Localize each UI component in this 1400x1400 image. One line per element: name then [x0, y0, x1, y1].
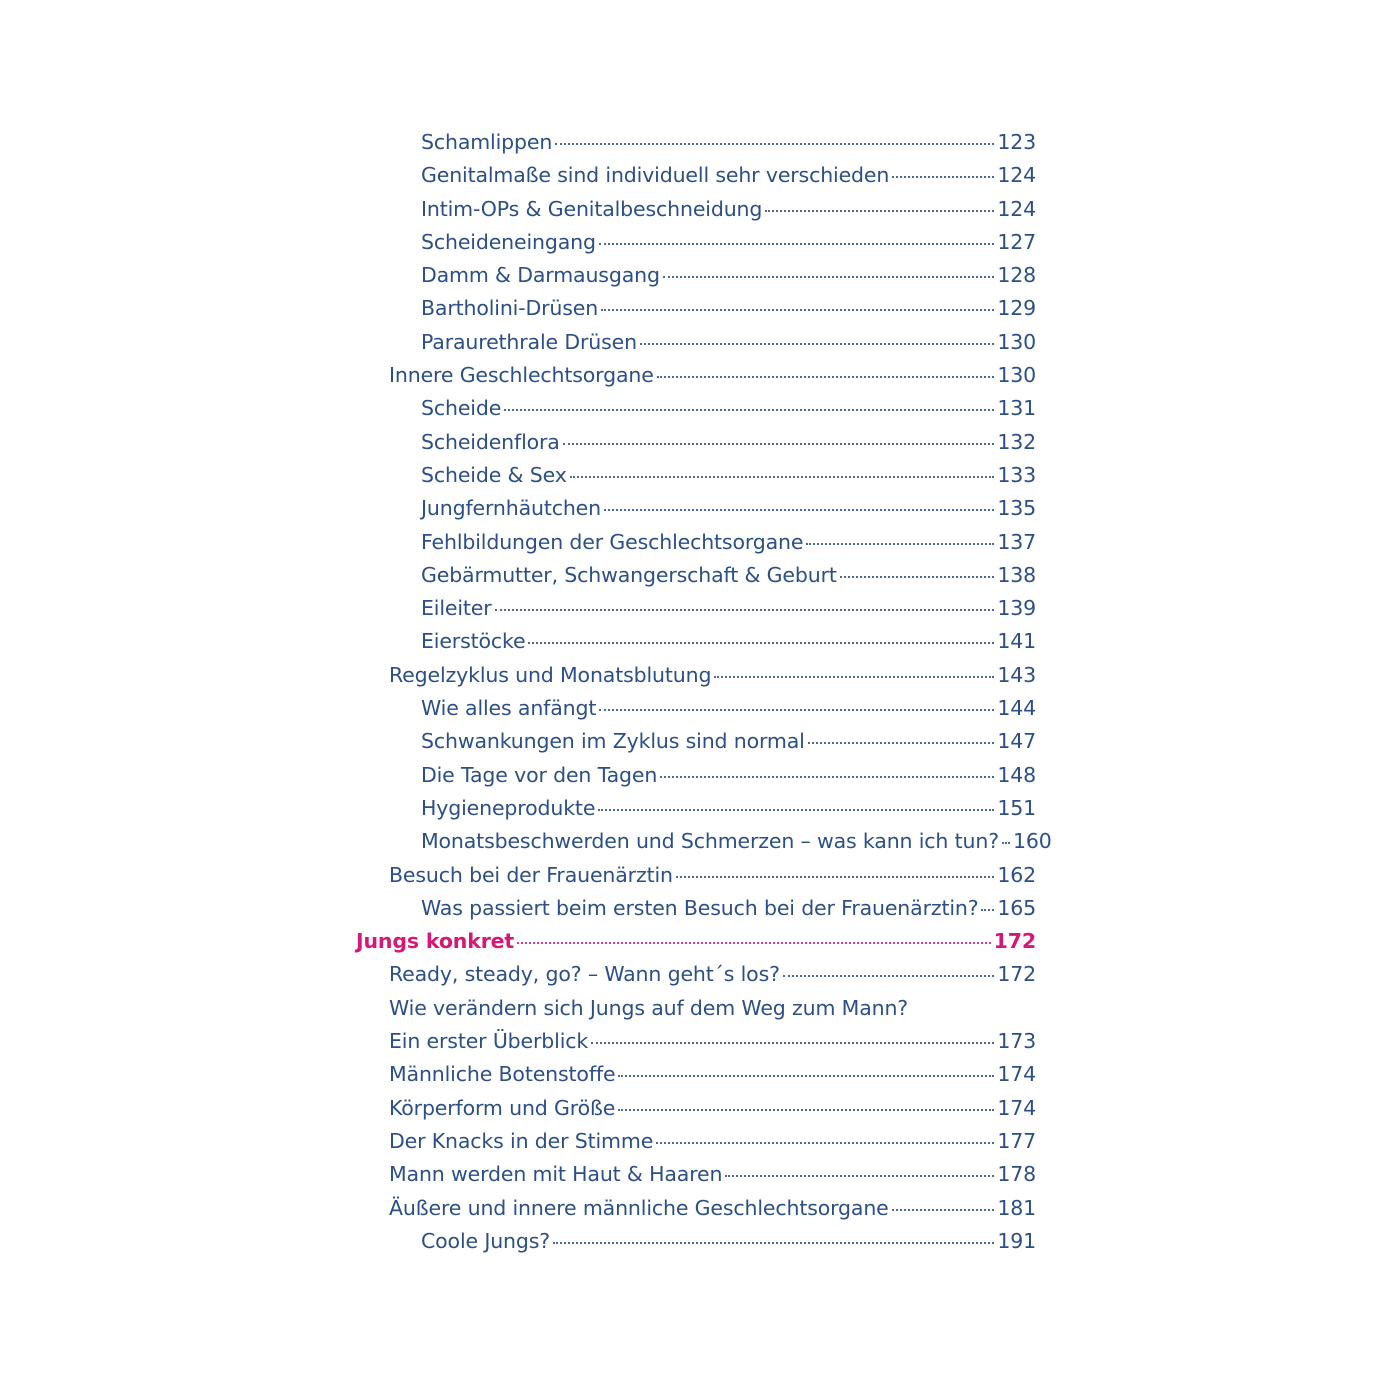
toc-entry-title: Monatsbeschwerden und Schmerzen – was kann ich tun?: [421, 829, 999, 854]
toc-entry-title: Was passiert beim ersten Besuch bei der Frauenärztin?: [421, 895, 979, 920]
toc-dot-leader: [570, 475, 995, 478]
toc-entry-title: Ein erster Überblick: [389, 1029, 589, 1054]
toc-entry-title: Wie verändern sich Jungs auf dem Weg zum Mann?: [389, 995, 909, 1020]
toc-dot-leader: [601, 308, 994, 311]
toc-entry-title: Wie alles anfängt: [421, 696, 597, 721]
toc-dot-leader: [892, 1208, 995, 1211]
toc-entry-title: Besuch bei der Frauenärztin: [389, 862, 673, 887]
toc-dot-leader: [495, 608, 995, 611]
toc-entry-page-number: 172: [993, 929, 1036, 954]
toc-entry-page-number: 127: [997, 229, 1036, 254]
toc-entry-page-number: 137: [997, 529, 1036, 554]
toc-entry-page-number: 178: [997, 1162, 1036, 1187]
toc-dot-leader: [663, 275, 995, 278]
toc-entry-title: Äußere und innere männliche Geschlechtsorgane: [389, 1195, 889, 1220]
toc-entry-page-number: 173: [997, 1029, 1036, 1054]
toc-entry: [0, 492, 1400, 525]
toc-dot-leader: [725, 1174, 994, 1177]
toc-entry: [0, 292, 1400, 325]
toc-dot-leader: [555, 142, 994, 145]
toc-entry-page-number: 162: [997, 862, 1036, 887]
toc-entry: [0, 359, 1400, 392]
toc-entry: [0, 859, 1400, 892]
table-of-contents: [0, 126, 1400, 1266]
toc-dot-leader: [599, 242, 994, 245]
toc-entry: [0, 992, 1400, 1025]
toc-entry-page-number: 144: [997, 696, 1036, 721]
toc-entry-page-number: 138: [997, 562, 1036, 587]
toc-entry-page-number: 128: [997, 263, 1036, 288]
toc-entry-page-number: 181: [997, 1195, 1036, 1220]
toc-entry-title: Jungfernhäutchen: [421, 496, 601, 521]
toc-entry-title: Mann werden mit Haut & Haaren: [389, 1162, 723, 1187]
toc-entry: [0, 1092, 1400, 1125]
toc-entry-page-number: 132: [997, 429, 1036, 454]
toc-dot-leader: [714, 675, 994, 678]
toc-entry-page-number: 143: [997, 662, 1036, 687]
toc-entry-page-number: 165: [997, 895, 1036, 920]
toc-entry: [0, 1192, 1400, 1225]
toc-entry-title: Innere Geschlechtsorgane: [389, 363, 654, 388]
toc-entry-title: Regelzyklus und Monatsblutung: [389, 662, 712, 687]
toc-entry-page-number: 141: [997, 629, 1036, 654]
toc-entry: [0, 126, 1400, 159]
toc-entry-title: Schamlippen: [421, 130, 553, 154]
toc-entry: [0, 159, 1400, 192]
toc-dot-leader: [618, 1074, 994, 1077]
toc-entry-title: Scheide & Sex: [421, 462, 567, 487]
toc-dot-leader: [840, 575, 995, 578]
toc-entry-page-number: 130: [997, 363, 1036, 388]
toc-dot-leader: [656, 1141, 994, 1144]
toc-entry-page-number: 147: [997, 729, 1036, 754]
toc-entry-title: Die Tage vor den Tagen: [421, 762, 658, 787]
toc-dot-leader: [553, 1241, 994, 1244]
toc-entry: [0, 692, 1400, 725]
toc-entry-title: Eileiter: [421, 596, 492, 621]
toc-entry-page-number: 135: [997, 496, 1036, 521]
toc-entry: [0, 1125, 1400, 1158]
toc-entry: [0, 725, 1400, 758]
toc-dot-leader: [660, 775, 994, 778]
toc-entry-title: Der Knacks in der Stimme: [389, 1128, 654, 1153]
toc-entry-page-number: 160: [1012, 829, 1052, 854]
toc-entry-title: Scheide: [421, 396, 502, 421]
toc-entry: [0, 326, 1400, 359]
toc-dot-leader: [1002, 841, 1010, 844]
toc-entry-title: Coole Jungs?: [421, 1228, 551, 1253]
toc-entry: [0, 459, 1400, 492]
toc-entry-title: Körperform und Größe: [389, 1095, 616, 1120]
toc-dot-leader: [598, 808, 994, 811]
toc-dot-leader: [981, 908, 994, 911]
toc-entry-page-number: 174: [997, 1095, 1036, 1120]
toc-entry-page-number: 148: [997, 762, 1036, 787]
toc-dot-leader: [504, 408, 994, 411]
toc-entry-page-number: 124: [997, 196, 1036, 221]
toc-entry-page-number: 133: [997, 462, 1036, 487]
toc-entry-title: Intim-OPs & Genitalbeschneidung: [421, 196, 763, 221]
toc-dot-leader: [657, 375, 995, 378]
toc-dot-leader: [528, 641, 994, 644]
toc-entry: [0, 526, 1400, 559]
toc-entry-page-number: 123: [997, 130, 1036, 154]
toc-entry: [0, 392, 1400, 425]
toc-entry-title: Scheidenflora: [421, 429, 560, 454]
toc-entry-page-number: 139: [997, 596, 1036, 621]
toc-entry: [0, 426, 1400, 459]
toc-entry-page-number: 177: [997, 1128, 1036, 1153]
toc-entry: [0, 625, 1400, 658]
toc-entry: [0, 259, 1400, 292]
toc-dot-leader: [806, 542, 994, 545]
toc-entry: [0, 892, 1400, 925]
toc-dot-leader: [640, 342, 994, 345]
toc-entry-title: Damm & Darmausgang: [421, 263, 660, 288]
toc-entry-page-number: 174: [997, 1062, 1036, 1087]
toc-entry: [0, 1158, 1400, 1191]
toc-entry-title: Bartholini-Drüsen: [421, 296, 599, 321]
toc-entry: [0, 592, 1400, 625]
toc-entry-title: Hygieneprodukte: [421, 795, 596, 820]
toc-dot-leader: [591, 1041, 994, 1044]
toc-entry-title: Jungs konkret: [356, 929, 515, 954]
toc-dot-leader: [765, 209, 994, 212]
toc-entry-title: Gebärmutter, Schwangerschaft & Geburt: [421, 562, 837, 587]
toc-entry-page-number: 191: [997, 1228, 1036, 1253]
toc-entry-page-number: 124: [997, 163, 1036, 188]
toc-entry-title: Genitalmaße sind individuell sehr verschieden: [421, 163, 890, 188]
toc-entry-title: Paraurethrale Drüsen: [421, 329, 637, 354]
toc-entry: [0, 958, 1400, 991]
toc-entry: [0, 1025, 1400, 1058]
toc-entry: [0, 1058, 1400, 1091]
toc-entry-page-number: 151: [997, 795, 1036, 820]
toc-entry-page-number: 130: [997, 329, 1036, 354]
toc-entry-title: Schwankungen im Zyklus sind normal: [421, 729, 805, 754]
toc-entry: [0, 792, 1400, 825]
toc-entry: [0, 825, 1400, 858]
toc-dot-leader: [618, 1108, 994, 1111]
toc-entry-title: Fehlbildungen der Geschlechtsorgane: [421, 529, 804, 554]
toc-entry-page-number: 172: [997, 962, 1036, 987]
toc-dot-leader: [563, 442, 995, 445]
toc-dot-leader: [599, 708, 994, 711]
toc-entry: [0, 659, 1400, 692]
toc-entry: [0, 193, 1400, 226]
toc-entry-title: Eierstöcke: [421, 629, 526, 654]
toc-dot-leader: [517, 941, 991, 944]
toc-dot-leader: [783, 974, 994, 977]
toc-dot-leader: [676, 875, 994, 878]
toc-entry-page-number: 129: [997, 296, 1036, 321]
toc-dot-leader: [604, 508, 994, 511]
toc-entry-title: Scheideneingang: [421, 229, 596, 254]
toc-chapter-entry: [0, 925, 1400, 958]
toc-dot-leader: [892, 175, 994, 178]
toc-dot-leader: [808, 741, 995, 744]
toc-entry: [0, 759, 1400, 792]
toc-entry: [0, 226, 1400, 259]
toc-entry-page-number: 131: [997, 396, 1036, 421]
toc-entry-title: Männliche Botenstoffe: [389, 1062, 616, 1087]
toc-entry: [0, 559, 1400, 592]
toc-entry: [0, 1225, 1400, 1258]
toc-entry-title: Ready, steady, go? – Wann geht´s los?: [389, 962, 780, 987]
